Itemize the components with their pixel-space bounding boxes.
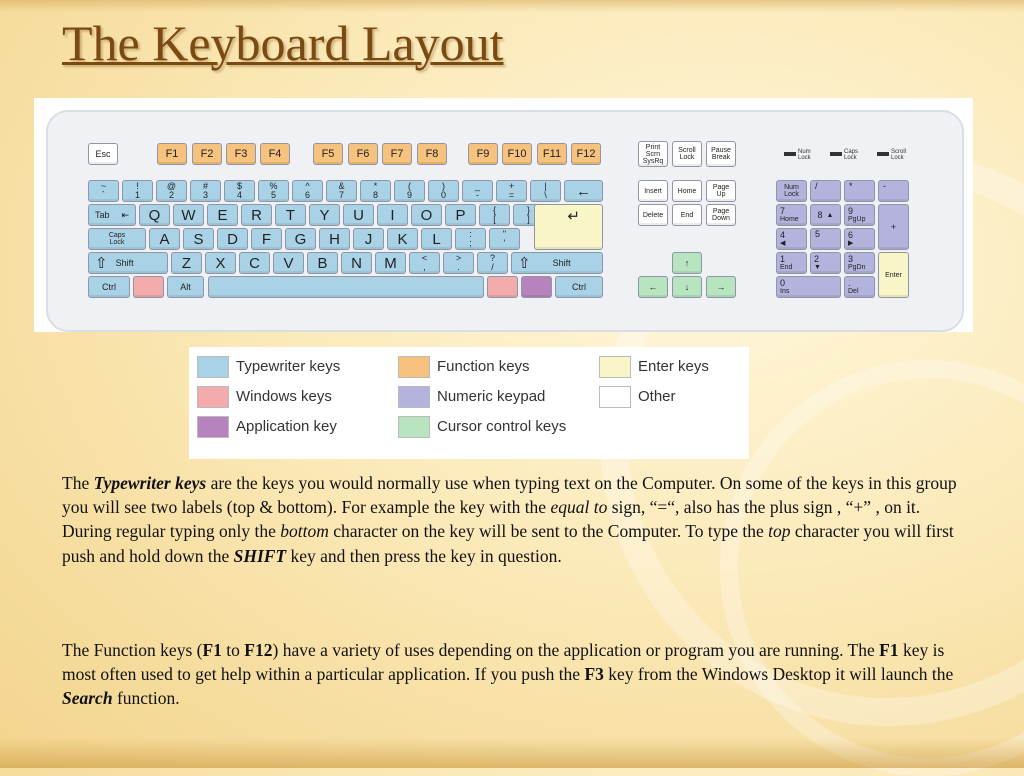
key-f9: F9	[468, 143, 498, 165]
key-comma: < ,	[409, 252, 440, 274]
key-numpad-9: 9 PgUp	[844, 204, 875, 226]
background-top-band	[0, 0, 1024, 12]
slide-title: The Keyboard Layout	[62, 15, 504, 71]
key-label: Pause	[711, 147, 731, 154]
key-slash: ? /	[477, 252, 508, 274]
key-5: % 5	[258, 180, 289, 202]
legend-label: Cursor control keys	[437, 418, 567, 435]
key-numpad-decimal: . Del	[844, 276, 875, 298]
key-b: B	[307, 252, 338, 274]
legend-label: Typewriter keys	[236, 358, 341, 375]
key-left-shift: ⇧ Shift	[88, 252, 168, 274]
key-semicolon: : ;	[455, 228, 486, 250]
key-right-bracket: } ]	[513, 204, 544, 226]
key-7: & 7	[326, 180, 357, 202]
key-a: A	[149, 228, 180, 250]
key-f12: F12	[571, 143, 601, 165]
key-equals: + =	[496, 180, 527, 202]
key-j: J	[353, 228, 384, 250]
key-i: I	[377, 204, 408, 226]
key-numpad-plus: +	[878, 204, 909, 250]
key-backspace: ←	[564, 180, 603, 202]
legend	[189, 347, 749, 459]
key-h: H	[319, 228, 350, 250]
key-f11: F11	[537, 143, 567, 165]
legend-label: Enter keys	[638, 358, 709, 375]
key-f8: F8	[417, 143, 447, 165]
key-numpad-4: 4 ◀	[776, 228, 807, 250]
caps-lock-label: Caps Lock	[844, 149, 859, 161]
legend-swatch	[197, 356, 229, 378]
legend-swatch	[599, 386, 631, 408]
key-numpad-enter: Enter	[878, 252, 909, 298]
key-label: Break	[711, 154, 731, 161]
key-numpad-divide: /	[810, 180, 841, 202]
key-pause	[706, 141, 736, 167]
legend-label: Function keys	[437, 358, 530, 375]
key-left-bracket: { [	[479, 204, 510, 226]
paragraph-function-keys: The Function keys (F1 to F12) have a variety of uses depending on the application or program you are running. The F1 key is most often used to get help within a particular application. If you push the F3 key from the Windows Desktop it will launch the Search function.	[62, 640, 954, 709]
key-backslash: | \	[530, 180, 561, 202]
key-f10: F10	[502, 143, 532, 165]
key-t: T	[275, 204, 306, 226]
key-3: # 3	[190, 180, 221, 202]
key-8: * 8	[360, 180, 391, 202]
key-f2: F2	[192, 143, 222, 165]
key-numpad-3: 3 PgDn	[844, 252, 875, 274]
key-label: Scroll	[678, 147, 696, 154]
key-g: G	[285, 228, 316, 250]
key-application	[521, 276, 552, 298]
key-numpad-0: 0 Ins	[776, 276, 841, 298]
key-1: ! 1	[122, 180, 153, 202]
key-tab: Tab ⇤	[88, 204, 136, 226]
key-d: D	[217, 228, 248, 250]
key-numpad-2: 2 ▼	[810, 252, 841, 274]
key-e: E	[207, 204, 238, 226]
legend-swatch	[398, 356, 430, 378]
legend-swatch	[197, 386, 229, 408]
key-f4: F4	[260, 143, 290, 165]
key-m: M	[375, 252, 406, 274]
key-4: $ 4	[224, 180, 255, 202]
key-label: Lock	[679, 154, 695, 161]
key-numpad-1: 1 End	[776, 252, 807, 274]
legend-label: Other	[638, 388, 676, 405]
caps-lock-indicator	[830, 152, 842, 156]
key-l: L	[421, 228, 452, 250]
key-home: Home	[672, 180, 702, 202]
key-numpad-minus: -	[878, 180, 909, 202]
key-period: > .	[443, 252, 474, 274]
key-numpad-multiply: *	[844, 180, 875, 202]
key-r: R	[241, 204, 272, 226]
key-spacebar	[208, 276, 484, 298]
key-f6: F6	[348, 143, 378, 165]
key-quote: " '	[489, 228, 520, 250]
key-z: Z	[171, 252, 202, 274]
key-left-alt: Alt	[167, 276, 204, 298]
key-label: Scrn	[645, 150, 661, 158]
key-scroll-lock	[672, 141, 702, 167]
key-f7: F7	[382, 143, 412, 165]
key-left-windows	[133, 276, 164, 298]
num-lock-indicator	[784, 152, 796, 156]
key-f1: F1	[157, 143, 187, 165]
legend-label: Windows keys	[236, 388, 332, 405]
key-label: Print	[645, 143, 661, 151]
key-numpad-5: 5	[810, 228, 841, 250]
key-f5: F5	[313, 143, 343, 165]
key-u: U	[343, 204, 374, 226]
key-backtick: ~ `	[88, 180, 119, 202]
key-insert: Insert	[638, 180, 668, 202]
key-numpad-8: 8 ▲	[810, 204, 841, 226]
key-minus: _ -	[462, 180, 493, 202]
key-print-screen	[638, 141, 668, 167]
keyboard-image	[34, 98, 973, 332]
key-right-windows	[487, 276, 518, 298]
background-bottom-band	[0, 738, 1024, 768]
key-y: Y	[309, 204, 340, 226]
legend-swatch	[398, 416, 430, 438]
key-x: X	[205, 252, 236, 274]
key-p: P	[445, 204, 476, 226]
key-0: ) 0	[428, 180, 459, 202]
key-right-shift: ⇧ Shift	[511, 252, 603, 274]
key-arrow-left: ←	[638, 276, 668, 298]
key-q: Q	[139, 204, 170, 226]
key-end: End	[672, 204, 702, 226]
key-left-ctrl: Ctrl	[88, 276, 130, 298]
key-f3: F3	[226, 143, 256, 165]
key-page-up: Page Up	[706, 180, 736, 202]
key-v: V	[273, 252, 304, 274]
key-num-lock: Num Lock	[776, 180, 807, 202]
key-s: S	[183, 228, 214, 250]
scroll-lock-indicator	[877, 152, 889, 156]
key-c: C	[239, 252, 270, 274]
key-page-down: Page Down	[706, 204, 736, 226]
key-2: @ 2	[156, 180, 187, 202]
key-9: ( 9	[394, 180, 425, 202]
key-enter: ↵	[534, 204, 603, 250]
key-f: F	[251, 228, 282, 250]
key-k: K	[387, 228, 418, 250]
key-delete: Delete	[638, 204, 668, 226]
key-arrow-down: ↓	[672, 276, 702, 298]
key-numpad-7: 7 Home	[776, 204, 807, 226]
num-lock-label: Num Lock	[798, 149, 811, 161]
paragraph-typewriter-keys: The Typewriter keys are the keys you would normally use when typing text on the Computer. On some of the keys in this group you will see two labels (top & bottom). For example the key with the equal to sign, “=“, also has the plus sign , “+” , on it. During regular typing only the bottom character on the key will be sent to the Computer. To type the top character you will first push and hold down the SHIFT key and then press the key in question.	[62, 473, 957, 566]
key-arrow-right: →	[706, 276, 736, 298]
key-numpad-6: 6 ▶	[844, 228, 875, 250]
key-arrow-up: ↑	[672, 252, 702, 274]
legend-swatch	[599, 356, 631, 378]
key-o: O	[411, 204, 442, 226]
legend-swatch	[398, 386, 430, 408]
legend-label: Application key	[236, 418, 337, 435]
key-n: N	[341, 252, 372, 274]
key-caps-lock: Caps Lock	[88, 228, 146, 250]
key-label: SysRq	[642, 157, 664, 165]
scroll-lock-label: Scroll Lock	[891, 149, 907, 161]
key-6: ^ 6	[292, 180, 323, 202]
key-esc: Esc	[88, 143, 118, 165]
legend-swatch	[197, 416, 229, 438]
key-right-ctrl: Ctrl	[555, 276, 603, 298]
legend-label: Numeric keypad	[437, 388, 546, 405]
key-w: W	[173, 204, 204, 226]
